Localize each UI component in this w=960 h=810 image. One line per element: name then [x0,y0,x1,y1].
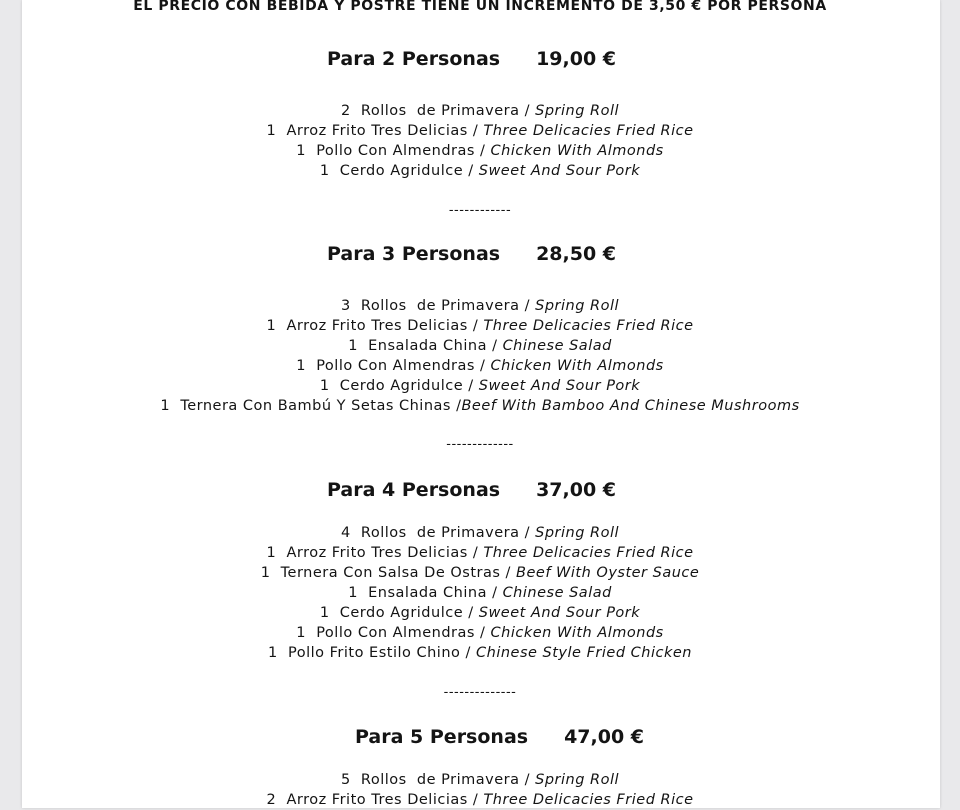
menu-item: 1 Ensalada China / Chinese Salad [348,338,612,354]
separator: ------------ [448,203,512,218]
menu-item: 1 Arroz Frito Tres Delicias / Three Delicacies Fried Rice [266,318,694,334]
menu-items [0,101,960,181]
menu-items [0,770,960,810]
menu-price: 37,00 € [536,479,617,501]
menu-item: 1 Ternera Con Salsa De Ostras / Beef With Oyster Sauce [260,565,700,581]
menu-title: Para 4 Personas [327,479,501,501]
menu-price: 47,00 € [564,726,645,748]
menu-item: 1 Pollo Con Almendras / Chicken With Almonds [296,625,664,641]
menu-heading [355,725,644,749]
menu-item: 1 Pollo Con Almendras / Chicken With Almonds [296,358,664,374]
menu-items [0,523,960,663]
menu-price: 28,50 € [536,243,617,265]
menu-item: 1 Arroz Frito Tres Delicias / Three Delicacies Fried Rice [266,123,694,139]
menu-heading [327,47,616,71]
menu-item: 1 Cerdo Agridulce / Sweet And Sour Pork [319,163,641,179]
menu-title: Para 3 Personas [327,243,501,265]
menu-item: 1 Pollo Frito Estilo Chino / Chinese Style Fried Chicken [268,645,692,661]
separator: -------------- [443,685,517,700]
price-notice: EL PRECIO CON BEBIDA Y POSTRE TIENE UN INCREMENTO DE 3,50 € POR PERSONA [133,0,827,14]
menu-heading [327,478,616,502]
menu-item: 1 Arroz Frito Tres Delicias / Three Delicacies Fried Rice [266,545,694,561]
menu-item: 1 Cerdo Agridulce / Sweet And Sour Pork [319,378,641,394]
menu-item: 3 Rollos de Primavera / Spring Roll [340,298,620,314]
menu-item: 2 Arroz Frito Tres Delicias / Three Delicacies Fried Rice [266,792,694,808]
menu-items [0,296,960,416]
menu-item: 1 Ternera Con Bambú Y Setas Chinas /Beef With Bamboo And Chinese Mushrooms [160,398,800,414]
menu-item: 1 Pollo Con Almendras / Chicken With Almonds [296,143,664,159]
separator: ------------- [446,437,514,452]
menu-item: 1 Cerdo Agridulce / Sweet And Sour Pork [319,605,641,621]
menu-heading [327,242,616,266]
menu-title: Para 5 Personas [355,726,529,748]
menu-item: 2 Rollos de Primavera / Spring Roll [340,103,620,119]
menu-item: 5 Rollos de Primavera / Spring Roll [340,772,620,788]
menu-title: Para 2 Personas [327,48,501,70]
menu-item: 4 Rollos de Primavera / Spring Roll [340,525,620,541]
menu-item: 1 Ensalada China / Chinese Salad [348,585,612,601]
menu-price: 19,00 € [536,48,617,70]
